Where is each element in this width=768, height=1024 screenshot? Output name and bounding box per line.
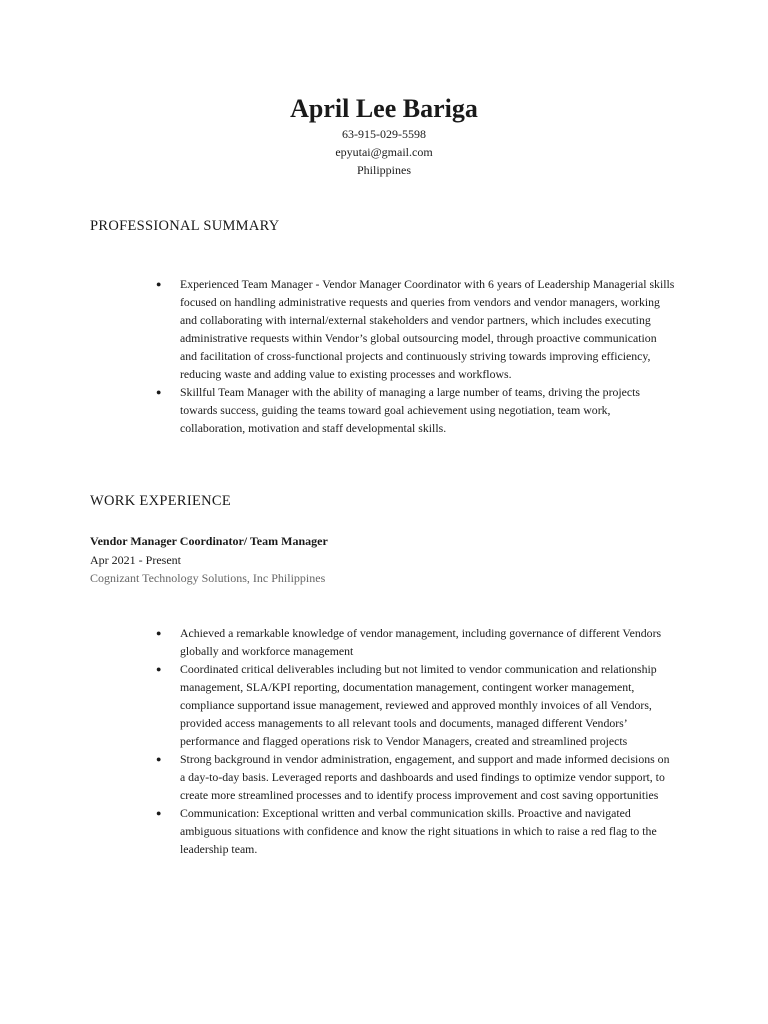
job-company: Cognizant Technology Solutions, Inc Philippines (90, 571, 326, 585)
experience-bullet: ● Achieved a remarkable knowledge of vendor management, including governance of different Vendors globally and workforce management (156, 624, 676, 660)
summary-bullet: ● Experienced Team Manager - Vendor Manager Coordinator with 6 years of Leadership Managerial skills focused on handling administrative requests and queries from vendors and vendor managers, working and collaborating with internal/external stakeholders and vendor partners, which includes executing administrative requests within Vendor’s global outsourcing model, through proactive communication and facilitation of cross-functional projects and continuously striving towards improving efficiency, reducing waste and adding value to existing processes and workflows. (156, 275, 676, 383)
phone-number: 63-915-029-5598 (342, 127, 426, 141)
job-dates: Apr 2021 - Present (90, 553, 181, 567)
resume-header (0, 92, 768, 179)
experience-bullet: ● Strong background in vendor administration, engagement, and support and made informed decisions on a day-to-day basis. Leveraged reports and dashboards and used findings to optimize vendor support, to create more streamlined processes and to identify process improvement and cost saving opportunities (156, 750, 676, 804)
professional-summary-heading: PROFESSIONAL SUMMARY (90, 218, 280, 234)
job-title: Vendor Manager Coordinator/ Team Manager (90, 534, 328, 548)
experience-bullet: ● Communication: Exceptional written and verbal communication skills. Proactive and navigated ambiguous situations with confidence and know the right situations in which to raise a red flag to the leadership team. (156, 804, 676, 858)
experience-bullet: ● Coordinated critical deliverables including but not limited to vendor communication and relationship management, SLA/KPI reporting, documentation management, contingent worker management, compliance supportand issue management, reviewed and approved monthly invoices of all Vendors, provided access managements to all relevant tools and documents, managed different Vendors’ performance and flagged operations risk to Vendor Managers, created and streamlined projects (156, 660, 676, 750)
email-address: epyutai@gmail.com (335, 145, 433, 159)
summary-bullet: ● Skillful Team Manager with the ability of managing a large number of teams, driving the projects towards success, guiding the teams toward goal achievement using negotiation, team work, collaboration, motivation and staff developmental skills. (156, 383, 676, 437)
work-experience-heading: WORK EXPERIENCE (90, 493, 232, 509)
location: Philippines (356, 163, 411, 177)
experience-bullet-list (156, 624, 676, 858)
candidate-name: April Lee Bariga (290, 94, 478, 123)
summary-bullet-list (156, 275, 676, 437)
